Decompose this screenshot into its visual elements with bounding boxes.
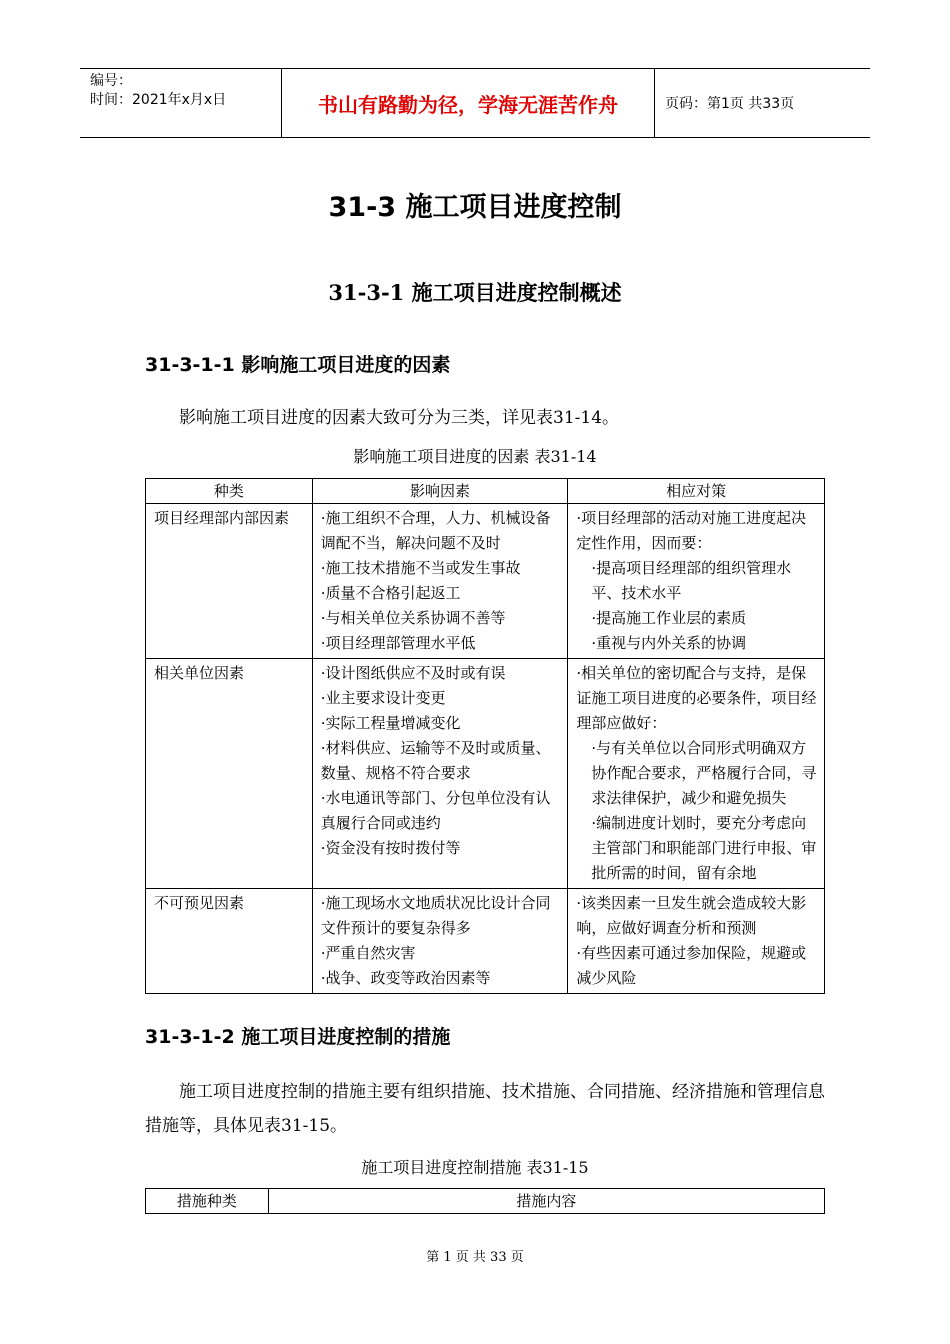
measure-item: ·重视与内外关系的协调 [591,634,747,652]
page-footer: 第 1 页 共 33 页 [426,1250,524,1265]
factor-item: ·资金没有按时拨付等 [320,839,461,857]
table-caption-1: 影响施工项目进度的因素 表31-14 [353,447,597,466]
section-title: 31-3-1 施工项目进度控制概述 [328,280,622,305]
table-row [146,659,825,889]
measures-cell [568,504,825,659]
document-title: 31-3 施工项目进度控制 [328,192,622,223]
header-info [80,69,282,137]
measure-item: ·提高项目经理部的组织管理水平、技术水平 [591,559,792,602]
subsection-paragraph-2: 施工项目进度控制的措施主要有组织措施、技术措施、合同措施、经济措施和管理信息措施等，具体见表31-15。 [145,1082,825,1136]
subsection-paragraph-1: 影响施工项目进度的因素大致可分为三类，详见表31-14。 [179,408,620,428]
measures-table [145,1188,825,1214]
factor-item: ·施工组织不合理，人力、机械设备调配不当，解决问题不及时 [320,509,551,552]
factor-item: ·质量不合格引起返工 [320,584,461,602]
factors-table [145,478,825,994]
factors-cell [312,504,568,659]
measure-item: ·相关单位的密切配合与支持，是保证施工项目进度的必要条件，项目经理部应做好： [576,664,817,732]
table-row [146,504,825,659]
subsection-heading-1: 31-3-1-1 影响施工项目进度的因素 [145,354,451,376]
table-row [146,889,825,994]
table-caption-2: 施工项目进度控制措施 表31-15 [361,1158,589,1177]
factor-item: ·实际工程量增减变化 [320,714,461,732]
measure-item: ·该类因素一旦发生就会造成较大影响，应做好调查分析和预测 [576,894,807,937]
measures-cell [568,889,825,994]
factors-cell [312,889,568,994]
measure-item: ·编制进度计划时，要充分考虑向主管部门和职能部门进行申报、审批所需的时间，留有余地 [591,814,817,882]
column-header: 相应对策 [568,479,825,504]
column-header: 措施种类 [146,1189,269,1214]
category-cell: 不可预见因素 [146,889,313,994]
factor-item: ·业主要求设计变更 [320,689,446,707]
measure-item: ·有些因素可通过参加保险，规避或减少风险 [576,944,807,987]
header-date: 时间：2021年x月x日 [90,92,227,108]
factor-item: ·材料供应、运输等不及时或质量、数量、规格不符合要求 [320,739,551,782]
factor-item: ·设计图纸供应不及时或有误 [320,664,506,682]
factor-item: ·严重自然灾害 [320,944,416,962]
column-header: 措施内容 [268,1189,824,1214]
category-cell: 相关单位因素 [146,659,313,889]
factors-cell [312,659,568,889]
measures-cell [568,659,825,889]
table-header-row [146,479,825,504]
page-header [80,68,870,138]
factor-item: ·战争、政变等政治因素等 [320,969,491,987]
factor-item: ·项目经理部管理水平低 [320,634,476,652]
subsection-heading-2: 31-3-1-2 施工项目进度控制的措施 [145,1026,451,1048]
factor-item: ·与相关单位关系协调不善等 [320,609,506,627]
measure-item: ·项目经理部的活动对施工进度起决定性作用，因而要： [576,509,807,552]
measure-item: ·与有关单位以合同形式明确双方协作配合要求，严格履行合同，寻求法律保护，减少和避免损失 [591,739,817,807]
table-header-row [146,1189,825,1214]
header-number: 编号： [90,73,132,89]
factor-item: ·水电通讯等部门、分包单位没有认真履行合同或违约 [320,789,551,832]
factor-item: ·施工技术措施不当或发生事故 [320,559,521,577]
column-header: 种类 [146,479,313,504]
measure-item: ·提高施工作业层的素质 [591,609,747,627]
header-page-info: 页码：第1页 共33页 [665,96,795,112]
header-motto: 书山有路勤为径，学海无涯苦作舟 [282,69,655,137]
column-header: 影响因素 [312,479,568,504]
category-cell: 项目经理部内部因素 [146,504,313,659]
factor-item: ·施工现场水文地质状况比设计合同文件预计的要复杂得多 [320,894,551,937]
